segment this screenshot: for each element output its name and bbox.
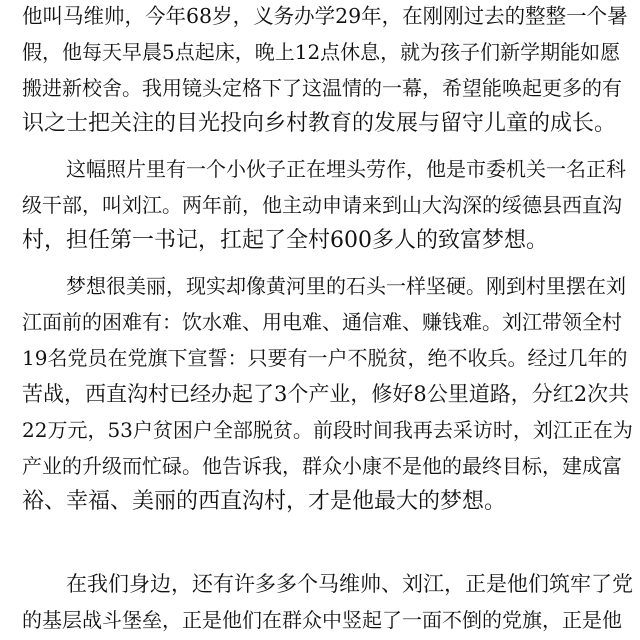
text-line: 梦想很美丽，现实却像黄河里的石头一样坚硬。刚到村里摆在刘 (66, 274, 626, 298)
text-line: 这幅照片里有一个小伙子正在埋头劳作，他是市委机关一名正科 (66, 157, 626, 181)
text-line: 江面前的困难有：饮水难、用电难、通信难、赚钱难。刘江带领全村 (22, 310, 622, 334)
text-line: 级干部，叫刘江。两年前，他主动申请来到山大沟深的绥德县西直沟 (22, 193, 622, 217)
text-line: 识之士把关注的目光投向乡村教育的发展与留守儿童的成长。 (22, 111, 617, 136)
text-line: 假，他每天早晨5点起床，晚上12点休息，就为孩子们新学期能如愿 (22, 40, 621, 64)
text-line: 19名党员在党旗下宣誓：只要有一户不脱贫，绝不收兵。经过几年的 (22, 346, 628, 370)
text-line: 他叫马维帅，今年68岁，义务办学29年，在刚刚过去的整整一个暑 (22, 4, 628, 28)
text-line: 村，担任第一书记，扛起了全村600多人的致富梦想。 (22, 228, 548, 253)
text-line: 苦战，西直沟村已经办起了3个产业，修好8公里道路，分红2次共 (22, 382, 630, 406)
text-line: 产业的升级而忙碌。他告诉我，群众小康不是他的最终目标，建成富 (22, 454, 622, 478)
text-line: 22万元，53户贫困户全部脱贫。前段时间我再去采访时，刘江正在为 (22, 418, 633, 442)
text-line: 的基层战斗堡垒，正是他们在群众中竖起了一面不倒的党旗，正是他 (22, 608, 622, 632)
text-line: 裕、幸福、美丽的西直沟村，才是他最大的梦想。 (22, 489, 507, 514)
text-line: 搬进新校舍。我用镜头定格下了这温情的一幕，希望能唤起更多的有 (22, 76, 622, 100)
text-line: 在我们身边，还有许多多个马维帅、刘江，正是他们筑牢了党 (66, 572, 633, 596)
